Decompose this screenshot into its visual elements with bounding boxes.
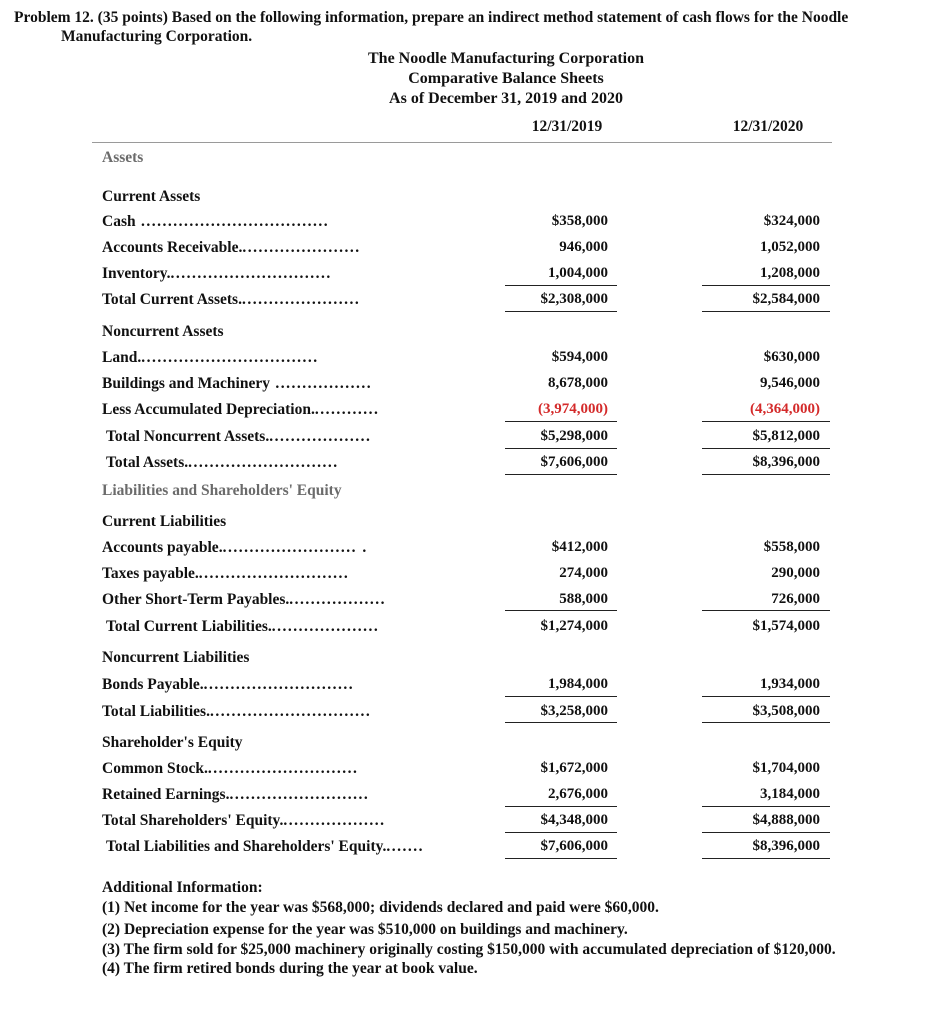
row-label-accumulated-depreciation: Less Accumulated Depreciation............. bbox=[102, 401, 380, 418]
underline bbox=[505, 285, 617, 286]
section-liabilities-equity: Liabilities and Shareholders' Equity bbox=[102, 482, 342, 499]
taxes-payable-2020: 290,000 bbox=[771, 565, 820, 581]
underline bbox=[702, 448, 830, 449]
underline bbox=[702, 421, 830, 422]
total-assets-2019: $7,606,000 bbox=[540, 454, 608, 470]
column-header-2019: 12/31/2019 bbox=[531, 118, 603, 135]
problem-line-1: Problem 12. (35 points) Based on the following information, prepare an indirect method statement of cash flows for the Noodle bbox=[14, 9, 849, 26]
section-current-liabilities: Current Liabilities bbox=[102, 513, 227, 530]
underline bbox=[505, 806, 617, 807]
section-assets: Assets bbox=[102, 149, 144, 166]
bonds-payable-2019: 1,984,000 bbox=[548, 676, 608, 692]
total-noncurrent-assets-2020: $5,812,000 bbox=[752, 428, 820, 444]
other-short-term-payables-2019: 588,000 bbox=[559, 591, 608, 607]
underline bbox=[702, 806, 830, 807]
retained-earnings-2020: 3,184,000 bbox=[760, 786, 820, 802]
underline bbox=[702, 832, 830, 833]
inventory-2020: 1,208,000 bbox=[760, 265, 820, 281]
company-name: The Noodle Manufacturing Corporation bbox=[368, 50, 644, 67]
total-liabilities-2019: $3,258,000 bbox=[540, 703, 608, 719]
problem-line-2: Manufacturing Corporation. bbox=[61, 28, 253, 45]
accumulated-depreciation-2019: (3,974,000) bbox=[538, 401, 608, 417]
row-label-inventory: Inventory............................... bbox=[102, 265, 332, 282]
underline bbox=[702, 610, 830, 611]
underline bbox=[702, 285, 830, 286]
column-header-2020: 12/31/2020 bbox=[732, 118, 804, 135]
taxes-payable-2019: 274,000 bbox=[559, 565, 608, 581]
additional-item-4: (4) The firm retired bonds during the year at book value. bbox=[102, 960, 478, 977]
total-current-liabilities-2019: $1,274,000 bbox=[540, 618, 608, 634]
accounts-payable-2020: $558,000 bbox=[763, 539, 820, 555]
total-current-assets-2020: $2,584,000 bbox=[752, 291, 820, 307]
additional-information bbox=[102, 878, 902, 979]
bonds-payable-2020: 1,934,000 bbox=[760, 676, 820, 692]
underline bbox=[702, 696, 830, 697]
section-noncurrent-liabilities: Noncurrent Liabilities bbox=[102, 649, 250, 666]
section-noncurrent-assets: Noncurrent Assets bbox=[102, 323, 224, 340]
underline bbox=[505, 448, 617, 449]
retained-earnings-2019: 2,676,000 bbox=[548, 786, 608, 802]
accounts-payable-2019: $412,000 bbox=[551, 539, 608, 555]
row-label-common-stock: Common Stock............................. bbox=[102, 760, 359, 777]
land-2020: $630,000 bbox=[763, 349, 820, 365]
underline bbox=[505, 696, 617, 697]
row-label-accounts-receivable: Accounts Receivable....................... bbox=[102, 239, 361, 256]
row-label-total-current-liabilities: Total Current Liabilities..................... bbox=[106, 618, 380, 635]
cash-2019: $358,000 bbox=[551, 213, 608, 229]
underline bbox=[702, 474, 830, 475]
underline bbox=[505, 832, 617, 833]
row-label-total-noncurrent-assets: Total Noncurrent Assets.................... bbox=[106, 428, 372, 445]
total-shareholders-equity-2020: $4,888,000 bbox=[752, 812, 820, 828]
row-label-taxes-payable: Taxes payable............................. bbox=[102, 565, 350, 582]
inventory-2019: 1,004,000 bbox=[548, 265, 608, 281]
underline bbox=[505, 722, 617, 723]
row-label-total-liabilities-shareholders-equity: Total Liabilities and Shareholders' Equity........ bbox=[106, 838, 424, 855]
additional-item-3: (3) The firm sold for $25,000 machinery originally costing $150,000 with accumulated depreciation of $120,000. bbox=[102, 941, 836, 958]
underline bbox=[702, 311, 830, 312]
other-short-term-payables-2020: 726,000 bbox=[771, 591, 820, 607]
problem-statement bbox=[14, 8, 924, 46]
underline bbox=[505, 311, 617, 312]
row-label-total-liabilities: Total Liabilities............................... bbox=[102, 703, 372, 720]
underline bbox=[505, 610, 617, 611]
section-current-assets: Current Assets bbox=[102, 188, 201, 205]
total-liabilities-shareholders-equity-2019: $7,606,000 bbox=[540, 838, 608, 854]
total-shareholders-equity-2019: $4,348,000 bbox=[540, 812, 608, 828]
common-stock-2019: $1,672,000 bbox=[540, 760, 608, 776]
row-label-other-short-term-payables: Other Short-Term Payables................... bbox=[102, 591, 387, 608]
row-label-bonds-payable: Bonds Payable............................. bbox=[102, 676, 355, 693]
row-label-total-assets: Total Assets............................. bbox=[106, 454, 339, 471]
underline bbox=[505, 858, 617, 859]
total-current-liabilities-2020: $1,574,000 bbox=[752, 618, 820, 634]
additional-item-2: (2) Depreciation expense for the year was $510,000 on buildings and machinery. bbox=[102, 921, 628, 938]
buildings-machinery-2019: 8,678,000 bbox=[548, 375, 608, 391]
row-label-land: Land.................................. bbox=[102, 349, 319, 366]
underline bbox=[702, 858, 830, 859]
underline bbox=[702, 722, 830, 723]
row-label-retained-earnings: Retained Earnings........................... bbox=[102, 786, 370, 803]
buildings-machinery-2020: 9,546,000 bbox=[760, 375, 820, 391]
accounts-receivable-2020: 1,052,000 bbox=[760, 239, 820, 255]
cash-2020: $324,000 bbox=[763, 213, 820, 229]
statement-date: As of December 31, 2019 and 2020 bbox=[389, 90, 623, 107]
common-stock-2020: $1,704,000 bbox=[752, 760, 820, 776]
row-label-total-shareholders-equity: Total Shareholders' Equity.................... bbox=[102, 812, 386, 829]
total-assets-2020: $8,396,000 bbox=[752, 454, 820, 470]
statement-title: Comparative Balance Sheets bbox=[408, 70, 604, 87]
total-noncurrent-assets-2019: $5,298,000 bbox=[540, 428, 608, 444]
row-label-total-current-assets: Total Current Assets....................... bbox=[102, 291, 361, 308]
land-2019: $594,000 bbox=[551, 349, 608, 365]
additional-heading: Additional Information: bbox=[102, 879, 263, 896]
row-label-cash: Cash ................................... bbox=[102, 213, 330, 230]
additional-item-1: (1) Net income for the year was $568,000; dividends declared and paid were $60,000. bbox=[102, 899, 659, 916]
total-liabilities-shareholders-equity-2020: $8,396,000 bbox=[752, 838, 820, 854]
row-label-accounts-payable: Accounts payable.......................... . bbox=[102, 539, 368, 556]
accumulated-depreciation-2020: (4,364,000) bbox=[750, 401, 820, 417]
underline bbox=[505, 421, 617, 422]
section-shareholders-equity: Shareholder's Equity bbox=[102, 734, 243, 751]
total-liabilities-2020: $3,508,000 bbox=[752, 703, 820, 719]
total-current-assets-2019: $2,308,000 bbox=[540, 291, 608, 307]
underline bbox=[505, 474, 617, 475]
header-rule bbox=[92, 142, 832, 143]
row-label-buildings-machinery: Buildings and Machinery .................. bbox=[102, 375, 373, 392]
accounts-receivable-2019: 946,000 bbox=[559, 239, 608, 255]
